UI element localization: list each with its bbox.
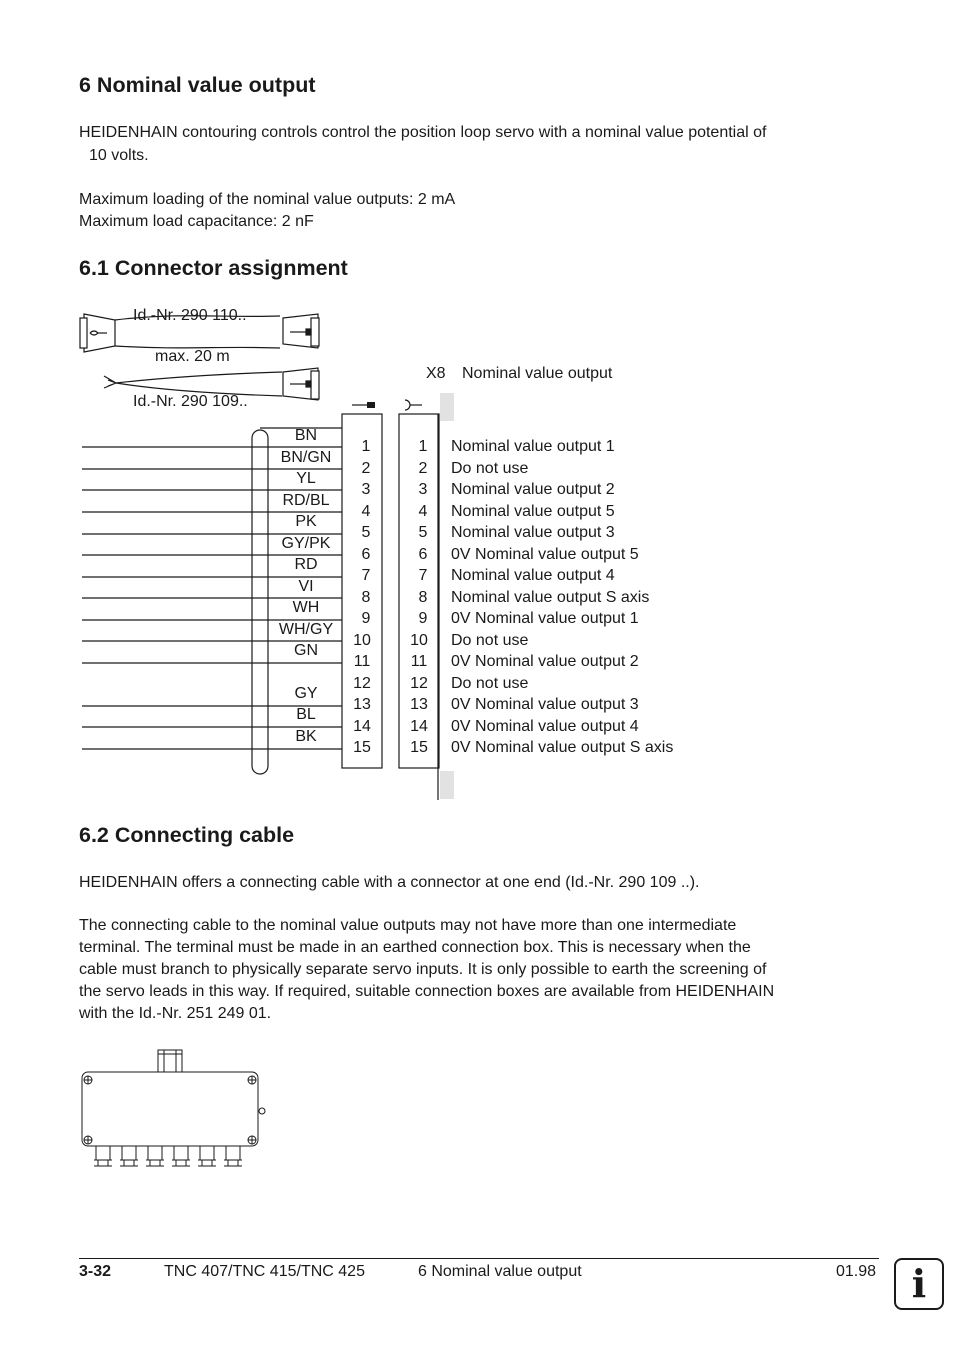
wire-color-10: WH/GY	[278, 621, 334, 638]
footer-rule	[79, 1258, 879, 1259]
section-heading: 6 Nominal value output	[79, 73, 316, 97]
signal-3: Nominal value output 2	[451, 481, 615, 498]
wire-color-3: YL	[296, 470, 316, 487]
signal-5: Nominal value output 3	[451, 524, 615, 541]
info-icon-letter: i	[911, 1261, 927, 1306]
signal-9: 0V Nominal value output 1	[451, 610, 639, 627]
cable-para-2-line-3: cable must branch to physically separate servo inputs. It is only possible to earth the screening of	[79, 961, 767, 978]
connecting-cable-heading: 6.2 Connecting cable	[79, 823, 295, 847]
cable-pin-4: 4	[361, 503, 371, 520]
footer-date: 01.98	[836, 1263, 877, 1280]
signal-6: 0V Nominal value output 5	[451, 546, 639, 563]
wire-color-8: VI	[298, 578, 314, 595]
signal-10: Do not use	[451, 632, 529, 649]
cable-pin-10: 10	[353, 632, 371, 649]
wire-color-7: RD	[294, 556, 318, 573]
cable-pin-12: 12	[353, 675, 371, 692]
wire-color-11: GN	[294, 642, 318, 659]
cable-pin-5: 5	[361, 524, 371, 541]
connection-box-icon	[76, 1044, 276, 1174]
footer-product: TNC 407/TNC 415/TNC 425	[164, 1263, 365, 1280]
intro-line-2: 10 volts.	[89, 147, 149, 164]
connector-title: Nominal value output	[462, 365, 613, 382]
x8-pin-14: 14	[410, 718, 428, 735]
wire-color-13: GY	[294, 685, 318, 702]
x8-pin-9: 9	[418, 610, 428, 627]
cable-para-2-line-5: with the Id.-Nr. 251 249 01.	[79, 1005, 272, 1022]
cable-pin-3: 3	[361, 481, 371, 498]
x8-pin-13: 13	[410, 696, 428, 713]
x8-pin-3: 3	[418, 481, 428, 498]
cable-para-2-line-2: terminal. The terminal must be made in an earthed connection box. This is necessary when the	[79, 939, 751, 956]
signal-2: Do not use	[451, 460, 529, 477]
cable-pin-1: 1	[361, 438, 371, 455]
max-loading: Maximum loading of the nominal value outputs: 2 mA	[79, 191, 456, 208]
cable-pin-2: 2	[361, 460, 371, 477]
wire-color-14: BL	[296, 706, 316, 723]
cable-para-2-line-1: The connecting cable to the nominal value outputs may not have more than one intermediate	[79, 917, 737, 934]
x8-pin-1: 1	[418, 438, 428, 455]
x8-pin-2: 2	[418, 460, 428, 477]
connector-assignment-heading: 6.1 Connector assignment	[79, 256, 348, 280]
cable-pin-13: 13	[353, 696, 371, 713]
x8-pin-5: 5	[418, 524, 428, 541]
wire-color-2: BN/GN	[280, 449, 332, 466]
cable-pin-11: 11	[353, 653, 371, 670]
wire-color-6: GY/PK	[281, 535, 331, 552]
cable-1-id: Id.-Nr. 290 110..	[133, 307, 247, 324]
cable-para-1: HEIDENHAIN offers a connecting cable with a connector at one end (Id.-Nr. 290 109 ..).	[79, 874, 700, 891]
signal-8: Nominal value output S axis	[451, 589, 650, 606]
cable-pin-8: 8	[361, 589, 371, 606]
max-length: max. 20 m	[155, 348, 230, 365]
x8-pin-7: 7	[418, 567, 428, 584]
max-capacitance: Maximum load capacitance: 2 nF	[79, 213, 314, 230]
x8-pin-12: 12	[410, 675, 428, 692]
signal-13: 0V Nominal value output 3	[451, 696, 639, 713]
x8-pin-10: 10	[410, 632, 428, 649]
connector-label: X8	[426, 365, 446, 382]
signal-4: Nominal value output 5	[451, 503, 615, 520]
x8-pin-8: 8	[418, 589, 428, 606]
wire-color-5: PK	[295, 513, 317, 530]
signal-12: Do not use	[451, 675, 529, 692]
cable-pin-14: 14	[353, 718, 371, 735]
signal-15: 0V Nominal value output S axis	[451, 739, 674, 756]
cable-pin-7: 7	[361, 567, 371, 584]
wire-color-9: WH	[292, 599, 320, 616]
intro-line-1: HEIDENHAIN contouring controls control the position loop servo with a nominal value potential of	[79, 124, 767, 141]
signal-7: Nominal value output 4	[451, 567, 615, 584]
signal-11: 0V Nominal value output 2	[451, 653, 639, 670]
signal-14: 0V Nominal value output 4	[451, 718, 639, 735]
signal-1: Nominal value output 1	[451, 438, 615, 455]
footer-chapter: 6 Nominal value output	[418, 1263, 582, 1280]
x8-pin-6: 6	[418, 546, 428, 563]
wire-color-1: BN	[294, 427, 318, 444]
cable-pin-6: 6	[361, 546, 371, 563]
cable-para-2-line-4: the servo leads in this way. If required, suitable connection boxes are available from HEIDENHAIN	[79, 983, 775, 1000]
cable-2-id: Id.-Nr. 290 109..	[133, 393, 248, 410]
wire-color-15: BK	[295, 728, 317, 745]
info-icon	[894, 1258, 944, 1310]
x8-pin-4: 4	[418, 503, 428, 520]
wire-color-4: RD/BL	[282, 492, 330, 509]
x8-pin-15: 15	[410, 739, 428, 756]
cable-pin-9: 9	[361, 610, 371, 627]
page-number: 3-32	[79, 1263, 112, 1280]
cable-pin-15: 15	[353, 739, 371, 756]
x8-pin-11: 11	[410, 653, 428, 670]
